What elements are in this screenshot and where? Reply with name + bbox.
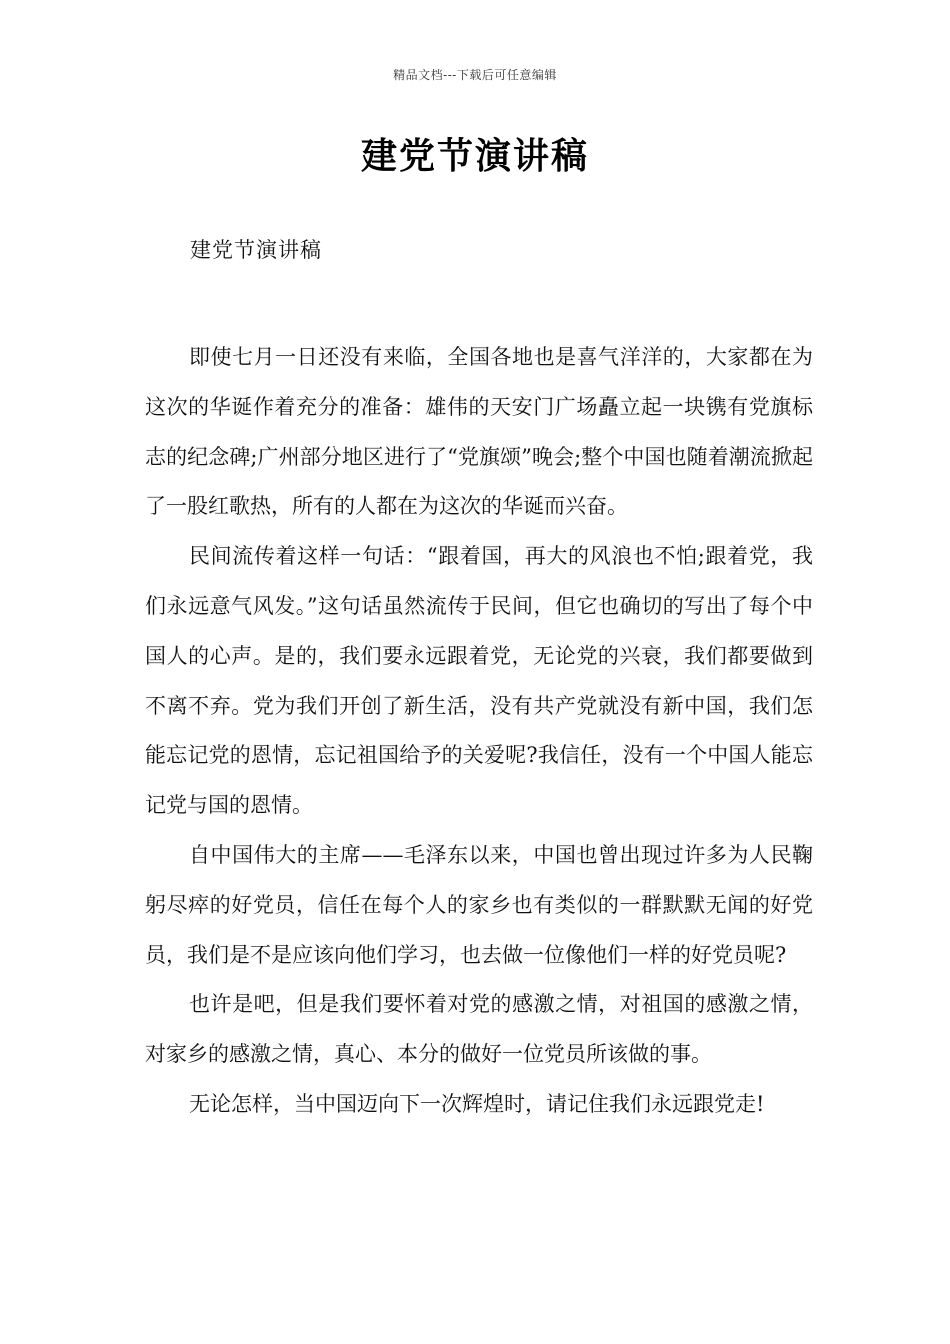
paragraph-3: 自中国伟大的主席——毛泽东以来，中国也曾出现过许多为人民鞠躬尽瘁的好党员，信任在每个人的家乡也有类似的一群默默无闻的好党员，我们是不是应该向他们学习，也去做一位像他们一样的好党员呢? [145,842,813,967]
document-body [145,333,813,1130]
document-title: 建党节演讲稿 [360,135,589,177]
paragraph-2: 民间流传着这样一句话：“跟着国，再大的风浪也不怕;跟着党，我们永远意气风发。”这句话虽然流传于民间，但它也确切的写出了每个中国人的心声。是的，我们要永远跟着党，无论党的兴衰，我们都要做到不离不弃。党为我们开创了新生活，没有共产党就没有新中国，我们怎能忘记党的恩情，忘记祖国给予的关爱呢?我信任，没有一个中国人能忘记党与国的恩情。 [145,544,813,818]
paragraph-1: 即使七月一日还没有来临，全国各地也是喜气洋洋的，大家都在为这次的华诞作着充分的准备：雄伟的天安门广场矗立起一块镌有党旗标志的纪念碑;广州部分地区进行了“党旗颂”晚会;整个中国也随着潮流掀起了一股红歌热，所有的人都在为这次的华诞而兴奋。 [145,345,813,519]
header-note: 精品文档---下载后可任意编辑 [393,68,557,82]
paragraph-5: 无论怎样，当中国迈向下一次辉煌时，请记住我们永远跟党走! [189,1091,765,1116]
document-subtitle: 建党节演讲稿 [190,238,322,262]
paragraph-4: 也许是吧，但是我们要怀着对党的感激之情，对祖国的感激之情，对家乡的感激之情，真心、本分的做好一位党员所该做的事。 [145,992,813,1067]
